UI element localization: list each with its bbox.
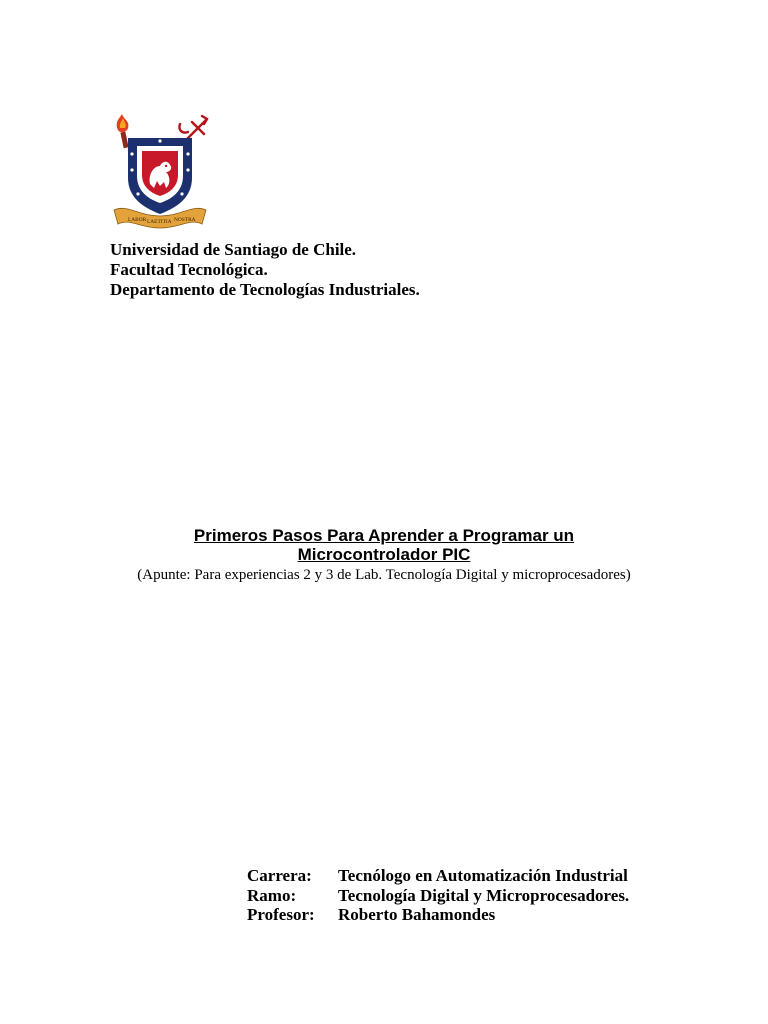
- info-row-professor: [247, 905, 629, 925]
- info-row-career: [247, 866, 629, 886]
- info-row-course: [247, 886, 629, 906]
- document-subtitle: (Apunte: Para experiencias 2 y 3 de Lab. Tecnología Digital y microprocesadores): [137, 567, 631, 583]
- document-title-line-2: Microcontrolador PIC: [297, 545, 471, 564]
- course-info-block: [247, 866, 629, 925]
- institution-block: [110, 240, 420, 300]
- course-label: Ramo:: [247, 885, 297, 905]
- document-title-line-1: Primeros Pasos Para Aprender a Programar un: [193, 526, 575, 545]
- university-crest-logo: [108, 112, 212, 236]
- motto-word: LAETITIA: [147, 219, 172, 225]
- professor-label: Profesor:: [247, 905, 315, 924]
- career-label: Carrera:: [247, 866, 312, 885]
- shield-icon: [128, 138, 192, 214]
- university-name: Universidad de Santiago de Chile.: [110, 240, 357, 259]
- department-name: Departamento de Tecnologías Industriales.: [110, 280, 420, 299]
- motto-word: NOSTRA: [174, 217, 196, 223]
- torch-icon: [117, 114, 129, 148]
- professor-value: Roberto Bahamondes: [338, 905, 496, 924]
- course-value: Tecnología Digital y Microprocesadores.: [338, 885, 630, 905]
- career-value: Tecnólogo en Automatización Industrial: [338, 866, 628, 885]
- document-title-block: [0, 526, 768, 584]
- motto-word: LABOR: [128, 217, 147, 223]
- faculty-name: Facultad Tecnológica.: [110, 260, 268, 279]
